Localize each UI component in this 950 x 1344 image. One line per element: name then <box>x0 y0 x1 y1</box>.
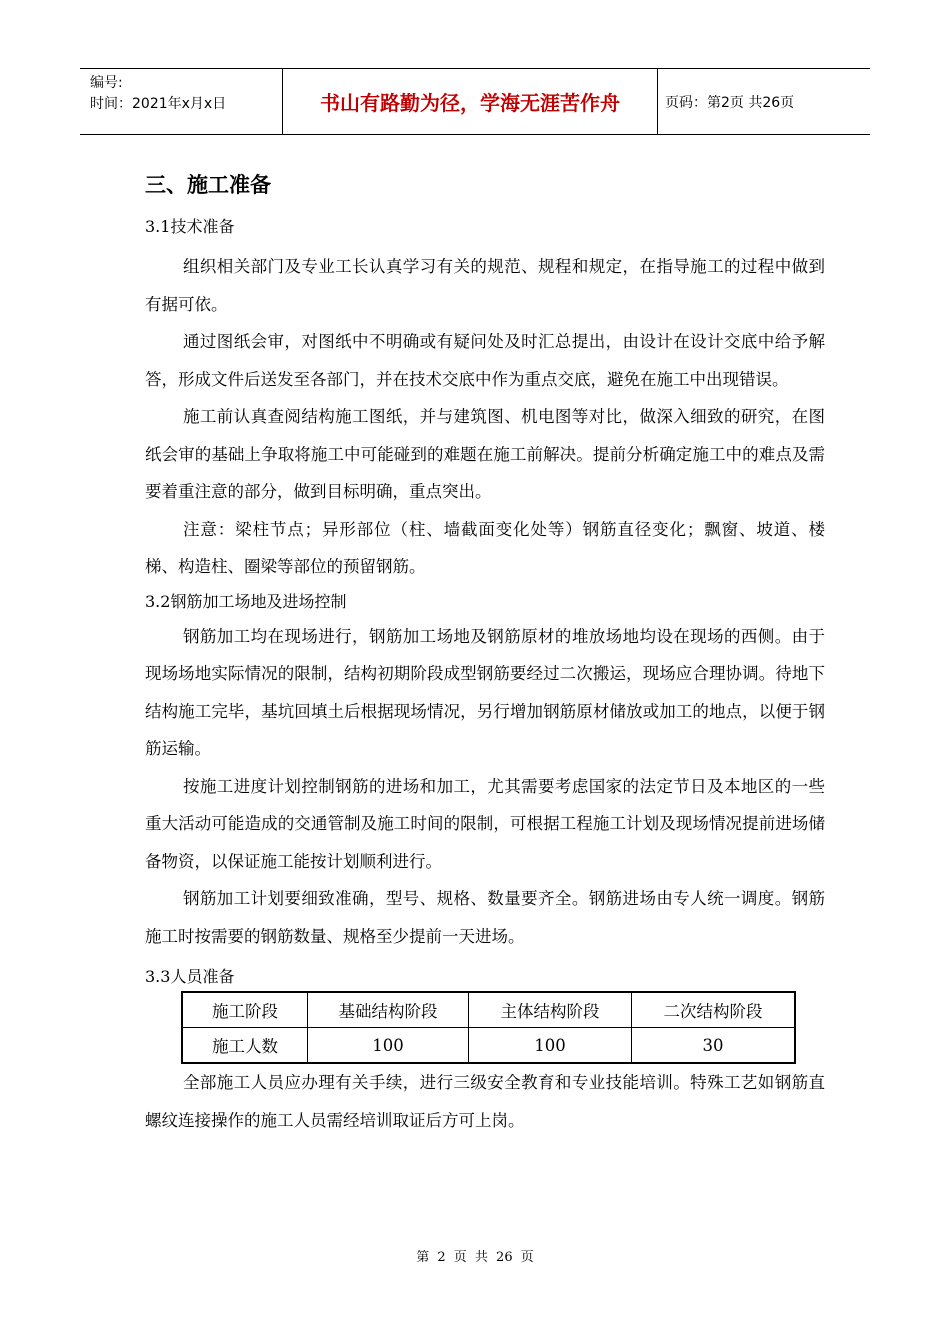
paragraph: 注意：梁柱节点；异形部位（柱、墙截面变化处等）钢筋直径变化；飘窗、坡道、楼梯、构造柱、圈梁等部位的预留钢筋。 <box>145 519 825 576</box>
paragraph: 施工前认真查阅结构施工图纸，并与建筑图、机电图等对比，做深入细致的研究，在图纸会审的基础上争取将施工中可能碰到的难题在施工前解决。提前分析确定施工中的难点及需要着重注意的部分，做到目标明确，重点突出。 <box>145 407 825 501</box>
paragraph: 按施工进度计划控制钢筋的进场和加工，尤其需要考虑国家的法定节日及本地区的一些重大活动可能造成的交通管制及施工时间的限制，可根据工程施工计划及现场情况提前进场储备物资，以保证施工能按计划顺利进行。 <box>145 776 825 871</box>
header-page-info: 页码：第2页 共26页 <box>665 94 795 111</box>
table-cell: 基础结构阶段 <box>308 992 469 1028</box>
subsection-title-3-3: 3.3人员准备 <box>145 967 235 986</box>
number-label: 编号: <box>90 75 123 91</box>
table-cell: 主体结构阶段 <box>469 992 632 1028</box>
table-cell: 100 <box>308 1028 469 1064</box>
table-cell: 二次结构阶段 <box>632 992 796 1028</box>
section-title: 三、施工准备 <box>145 173 271 197</box>
table-cell: 100 <box>469 1028 632 1064</box>
document-body <box>145 170 825 1139</box>
table-cell: 施工人数 <box>182 1028 308 1064</box>
page-header <box>80 68 870 135</box>
table-cell: 施工阶段 <box>182 992 308 1028</box>
staffing-table <box>181 991 796 1064</box>
header-meta <box>80 69 282 134</box>
subsection-title-3-1: 3.1技术准备 <box>145 217 235 236</box>
paragraph: 钢筋加工均在现场进行，钢筋加工场地及钢筋原材的堆放场地均设在现场的西侧。由于现场场地实际情况的限制，结构初期阶段成型钢筋要经过二次搬运，现场应合理协调。待地下结构施工完毕，基坑回填土后根据现场情况，另行增加钢筋原材储放或加工的地点，以便于钢筋运输。 <box>145 626 825 758</box>
table-header-row <box>182 992 795 1028</box>
date-label: 时间：2021年x月x日 <box>90 96 227 112</box>
table-row <box>182 1028 795 1064</box>
paragraph: 全部施工人员应办理有关手续，进行三级安全教育和专业技能培训。特殊工艺如钢筋直螺纹连接操作的施工人员需经培训取证后方可上岗。 <box>145 1073 825 1130</box>
header-motto: 书山有路勤为径，学海无涯苦作舟 <box>282 69 658 134</box>
paragraph: 钢筋加工计划要细致准确，型号、规格、数量要齐全。钢筋进场由专人统一调度。钢筋施工时按需要的钢筋数量、规格至少提前一天进场。 <box>145 889 825 946</box>
paragraph: 组织相关部门及专业工长认真学习有关的规范、规程和规定，在指导施工的过程中做到有据可依。 <box>145 257 825 314</box>
staffing-table-wrap <box>181 991 825 1064</box>
page-footer: 第 2 页 共 26 页 <box>416 1250 534 1265</box>
table-cell: 30 <box>632 1028 796 1064</box>
paragraph: 通过图纸会审，对图纸中不明确或有疑问处及时汇总提出，由设计在设计交底中给予解答，形成文件后送发至各部门，并在技术交底中作为重点交底，避免在施工中出现错误。 <box>145 332 825 389</box>
subsection-title-3-2: 3.2钢筋加工场地及进场控制 <box>145 591 347 611</box>
